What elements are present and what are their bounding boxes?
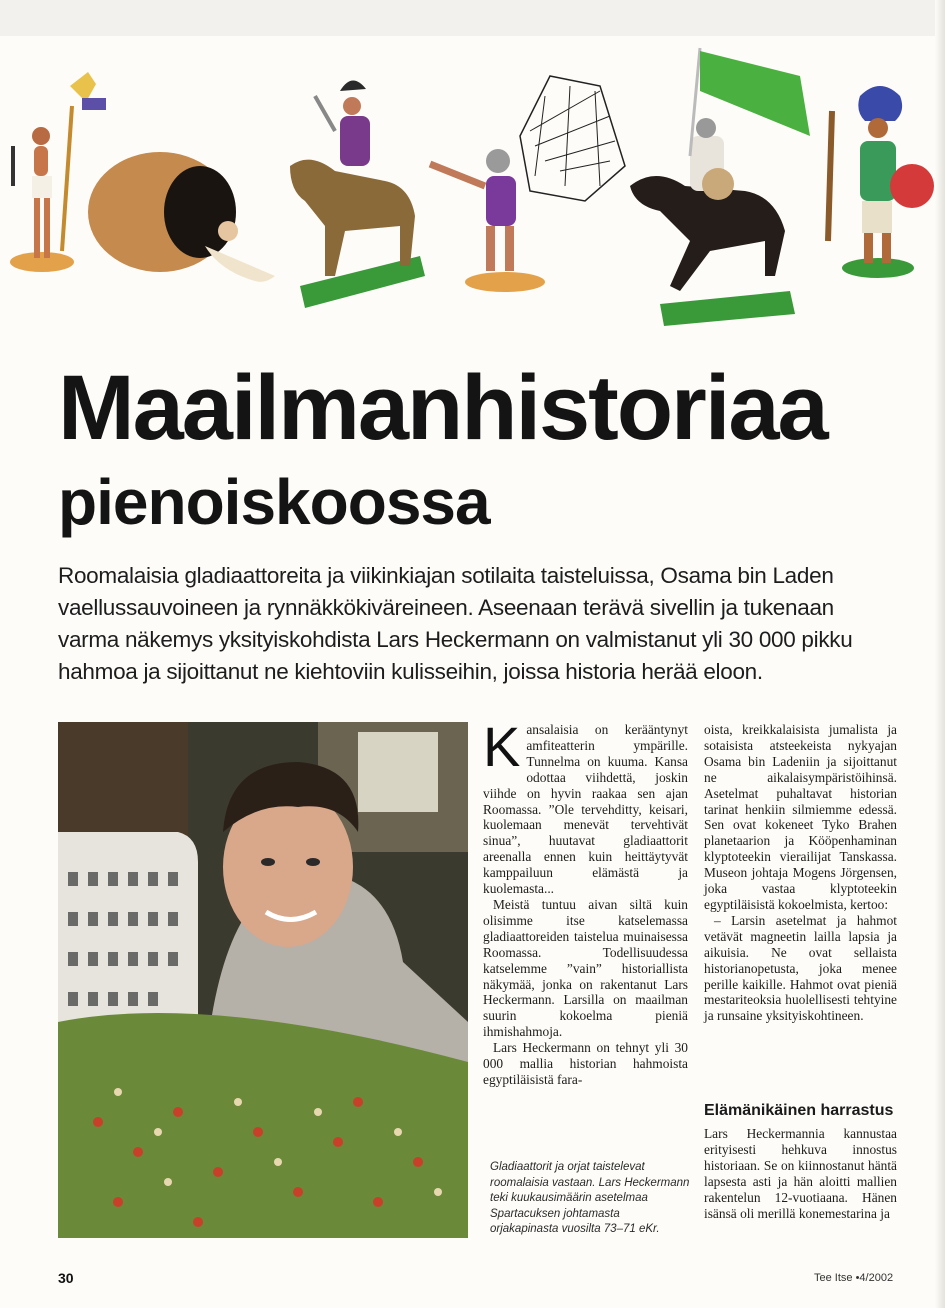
figurine-strip-image <box>0 36 945 336</box>
article-paragraph-6: Lars Heckermannia kannustaa erityisesti hehkuva innostus historiaan. Se on kiinnostanut häntä lapsesta asti ja hän aloitti mallien rakentelun 12-vuotiaana. Hänen isänsä oli merillä konemestarina ja <box>704 1126 897 1221</box>
section-subheading: Elämänikäinen harrastus <box>704 1102 894 1119</box>
article-paragraph-1 <box>483 715 688 897</box>
article-paragraph-4: oista, kreikkalaisista jumalista ja sotaisista atsteekeista nykyajan Osama bin Ladeniin ja sijoittanut ne aikalaisympäristöihinsä. Asetelmat puhaltavat historian tarinat henkiin silmiemme edessä. Sen ovat kokeneet Tyko Brahen planetaarion ja Kööpenhaminan klyptoteekin vierailijat Tanskassa. Museon johtaja Mogens Jörgensen, joka vastaa klyptoteekin egyptiläisistä kokoelmista, kertoo: <box>704 722 897 912</box>
figurine-servant <box>10 72 106 272</box>
photo-caption: Gladiaattorit ja orjat taistelevat roomalaisia vastaan. Lars Heckermann teki kuukausimäärin asetelmaa Spartacuksen johtamasta orjakapinasta vuosilta 73–71 eKr. <box>490 1161 690 1235</box>
figurine-aztec <box>828 86 934 278</box>
article-paragraph-3: Lars Heckermann on tehnyt yli 30 000 mallia historian hahmoista egyptiläisistä fara- <box>483 1040 688 1087</box>
figurine-roman-rider <box>290 80 425 308</box>
drop-cap: K <box>483 715 521 778</box>
page-top-strip <box>0 0 945 36</box>
figurine-gladiator <box>430 76 625 292</box>
article-paragraph-2: Meistä tuntuu aivan siltä kuin olisimme itse katselemassa gladiaattoreiden taistelua muinaisessa Roomassa. Todellisuudessa katselemme ”vain” historiallista näkymää, jonka on rakentanut Lars Heckermann. Larsilla on maailman suurin kokoelma pieniä ihmishahmoja. <box>483 896 688 1040</box>
headline-line1: Maailmanhistoriaa <box>58 357 827 459</box>
article-photo <box>58 722 468 1238</box>
figurine-viking-rider <box>630 48 810 326</box>
page-number: 30 <box>58 1270 74 1286</box>
paragraph-1-text: ansalaisia on kerääntynyt amfiteatterin ympärille. Tunnelma on kuuma. Kansa odottaa viihdettä, joskin viihde on hyvin raakaa sen ajan Roomassa. ”Ole tervehditty, keisari, kuolemaan menevät tervehtivät sinua”, huutavat gladiaattorit areenalla ennen kuin heittäytyvät kamppailuun elämästä ja kuolemasta... <box>483 722 688 897</box>
figurine-amphora <box>88 152 275 282</box>
article-column-3 <box>704 1126 897 1221</box>
lede-paragraph: Roomalaisia gladiaattoreita ja viikinkiajan sotilaita taisteluissa, Osama bin Laden vaellussauvoineen ja rynnäkkökiväreineen. Aseenaan terävä sivellin ja tukenaan varma näkemys yksityiskohdista Lars Heckermann on valmistanut yli 30 000 pikku hahmoa ja sijoittanut ne kiehtoviin kulisseihin, joissa historia herää eloon. <box>58 563 853 684</box>
headline-line2: pienoiskoossa <box>58 466 490 538</box>
magazine-footer: Tee Itse •4/2002 <box>814 1272 894 1284</box>
article-column-2 <box>704 722 897 1024</box>
article-paragraph-5: – Larsin asetelmat ja hahmot vetävät magneetin lailla lapsia ja aikuisia. Ne ovat sellaista historianopetusta, joka menee perille kaikille. Hahmot ovat pieniä mestariteoksia huolellisesti tehtyine ja runsaine yksityiskohtineen. <box>704 912 897 1024</box>
article-column-1 <box>483 715 688 1088</box>
